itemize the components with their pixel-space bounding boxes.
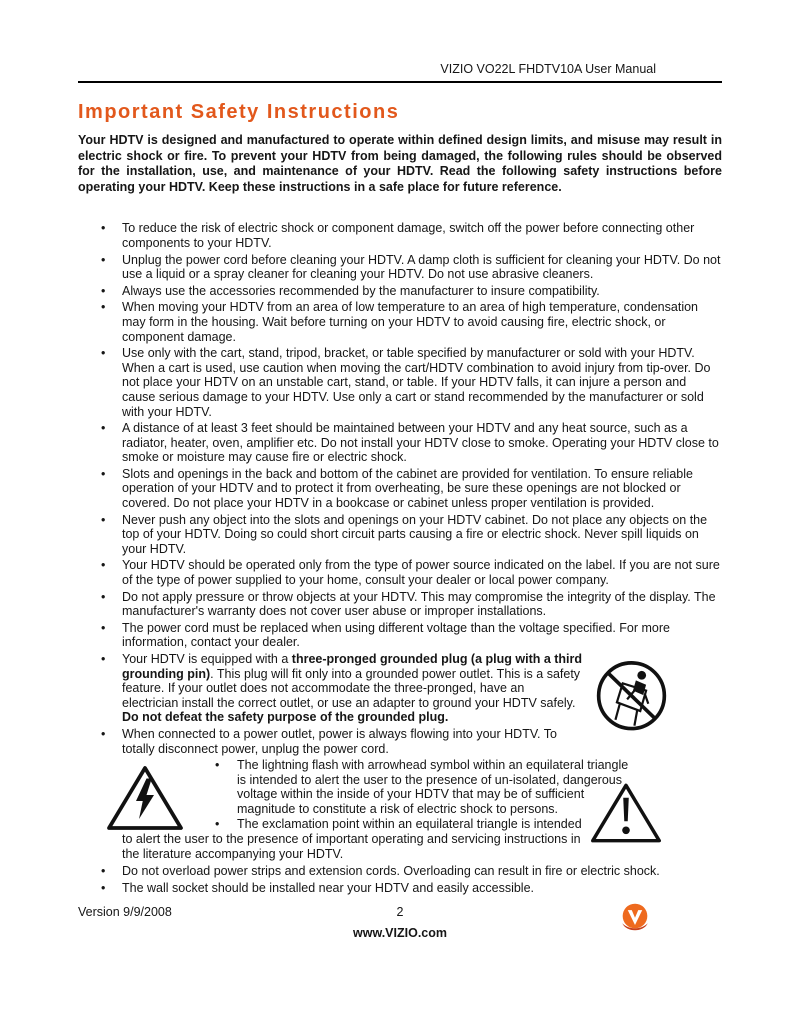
list-item <box>78 253 722 282</box>
bullet-icon: • <box>101 864 106 879</box>
bullet-text: Your HDTV should be operated only from the type of power source indicated on the label. If you are not sure of the type of power supplied to your home, consult your dealer or local power company. <box>122 558 720 588</box>
bullet-icon: • <box>101 589 106 604</box>
sub-bullet-list <box>215 758 630 831</box>
list-item <box>78 300 722 344</box>
vizio-logo-icon <box>618 901 652 937</box>
safety-list-part-b <box>78 864 722 895</box>
bullet-text: The power cord must be replaced when using different voltage than the voltage specified. For more information, contact your dealer. <box>122 620 670 650</box>
tip-over-warning-icon <box>595 654 668 736</box>
bullet-text: The exclamation point within an equilateral triangle is intended <box>237 816 582 831</box>
bullet-text: Unplug the power cord before cleaning your HDTV. A damp cloth is sufficient for cleaning your HDTV. Do not use a liquid or a spray cleaner for cleaning your HDTV. Do not use abrasive cleaners. <box>122 252 721 282</box>
page-number: 2 <box>396 905 404 920</box>
bullet-icon: • <box>101 652 106 666</box>
bullet-icon: • <box>101 620 106 635</box>
bullet-icon: • <box>101 221 106 236</box>
warning-symbols-section <box>122 758 722 862</box>
bullet-icon: • <box>101 300 106 315</box>
lightning-warning-icon <box>106 760 184 836</box>
bullet-icon: • <box>215 758 220 773</box>
list-item <box>78 621 722 650</box>
bullet-icon: • <box>101 346 106 361</box>
safety-list-part-a <box>78 221 722 650</box>
bullet-text: Use only with the cart, stand, tripod, bracket, or table specified by manufacturer or sold with your HDTV. When a cart is used, use caution when moving the cart/HDTV combination to avoid injury from tip-over. Do not place your HDTV on an unstable cart, stand, or table. If your HDTV falls, it can injure a person and cause serious damage to your HDTV. Use only a cart or stand recommended by the manufacturer or sold with your HDTV. <box>122 346 711 419</box>
bullet-text: The lightning flash with arrowhead symbol within an equilateral triangle is intended to alert the user to the presence of un-isolated, dangerous voltage within the inside of your HDTV that may be of sufficient magnitude to constitute a risk of electric shock to persons. <box>237 758 629 816</box>
list-item <box>78 558 722 587</box>
bullet-icon: • <box>101 421 106 436</box>
version-text: Version 9/9/2008 <box>78 905 172 920</box>
page-footer <box>78 905 722 940</box>
bullet-icon: • <box>101 726 106 741</box>
page-title: Important Safety Instructions <box>78 101 400 123</box>
bullet-text: The wall socket should be installed near your HDTV and easily accessible. <box>122 880 535 895</box>
bullet-text: To reduce the risk of electric shock or component damage, switch off the power before connecting other components to your HDTV. <box>122 221 695 250</box>
bullet-text: A distance of at least 3 feet should be maintained between your HDTV and any heat source, such as a radiator, heater, oven, amplifier etc. Do not install your HDTV close to smoke. Operating your HDTV close to smoke or moisture may cause fire or electric shock. <box>122 421 719 465</box>
bullet-text: When connected to a power outlet, power is always flowing into your HDTV. To totally disconnect power, unplug the power cord. <box>122 726 557 756</box>
bullet-icon: • <box>215 816 220 831</box>
bullet-text <box>122 652 722 725</box>
header-rule <box>78 81 722 83</box>
bullet-text: Do not apply pressure or throw objects at your HDTV. This may compromise the integrity of the display. The manufacturer's warranty does not cover user abuse or improper installations. <box>122 589 716 619</box>
list-item <box>215 758 630 816</box>
bullet-icon: • <box>101 558 106 573</box>
list-item <box>78 513 722 557</box>
bullet-icon: • <box>101 466 106 481</box>
list-item <box>78 881 722 896</box>
bullet-icon: • <box>101 252 106 267</box>
bullet-text: Never push any object into the slots and openings on your HDTV cabinet. Do not place any objects on the top of your HDTV. Doing so could short circuit parts causing a fire or electric shock. Never spill liquids on your HDTV. <box>122 512 708 556</box>
list-item <box>78 284 722 299</box>
list-item <box>215 817 630 832</box>
safety-list <box>78 221 722 895</box>
bullet-text: Always use the accessories recommended by the manufacturer to insure compatibility. <box>122 283 600 298</box>
bullet-text: Do not overload power strips and extension cords. Overloading can result in fire or electric shock. <box>122 864 660 879</box>
list-item <box>78 590 722 619</box>
bullet-icon: • <box>101 512 106 527</box>
list-item <box>78 421 722 465</box>
list-item <box>78 346 722 419</box>
list-item-grounded-plug <box>78 652 722 725</box>
continuation-text: to alert the user to the presence of important operating and servicing instructions in the literature accompanying your HDTV. <box>122 832 581 861</box>
page-header: VIZIO VO22L FHDTV10A User Manual <box>440 62 656 76</box>
bullet-rich-text: Your HDTV is equipped with a three-pronged grounded plug (a plug with a third grounding pin). This plug will fit only into a grounded power outlet. This is a safety feature. If your outlet does not accommodate the three-pronged, have an electrician install the correct outlet, or use an adapter to ground your HDTV safely. Do not defeat the safety purpose of the grounded plug. <box>122 652 583 725</box>
list-item <box>78 467 722 511</box>
bullet-text: When moving your HDTV from an area of low temperature to an area of high temperature, condensation may form in the housing. Wait before turning on your HDTV to avoid causing fire, electric shock, or component damage. <box>122 300 698 344</box>
intro-paragraph: Your HDTV is designed and manufactured to operate within defined design limits, and misuse may result in electric shock or fire. To prevent your HDTV from being damaged, the following rules should be observed for the installation, use, and maintenance of your HDTV. Read the following safety instructions before operating your HDTV. Keep these instructions in a safe place for future reference. <box>78 133 722 194</box>
bullet-text: Slots and openings in the back and bottom of the cabinet are provided for ventilation. To ensure reliable operation of your HDTV and to protect it from overheating, be sure these openings are not blocked or covered. Do not place your HDTV in a bookcase or cabinet unless proper ventilation is provided. <box>122 466 693 511</box>
bullet-icon: • <box>101 283 106 298</box>
bullet-icon: • <box>101 880 106 895</box>
website-text: www.VIZIO.com <box>353 926 447 941</box>
list-item <box>78 864 722 879</box>
list-item <box>78 221 722 250</box>
list-item-power-flow <box>78 727 722 756</box>
